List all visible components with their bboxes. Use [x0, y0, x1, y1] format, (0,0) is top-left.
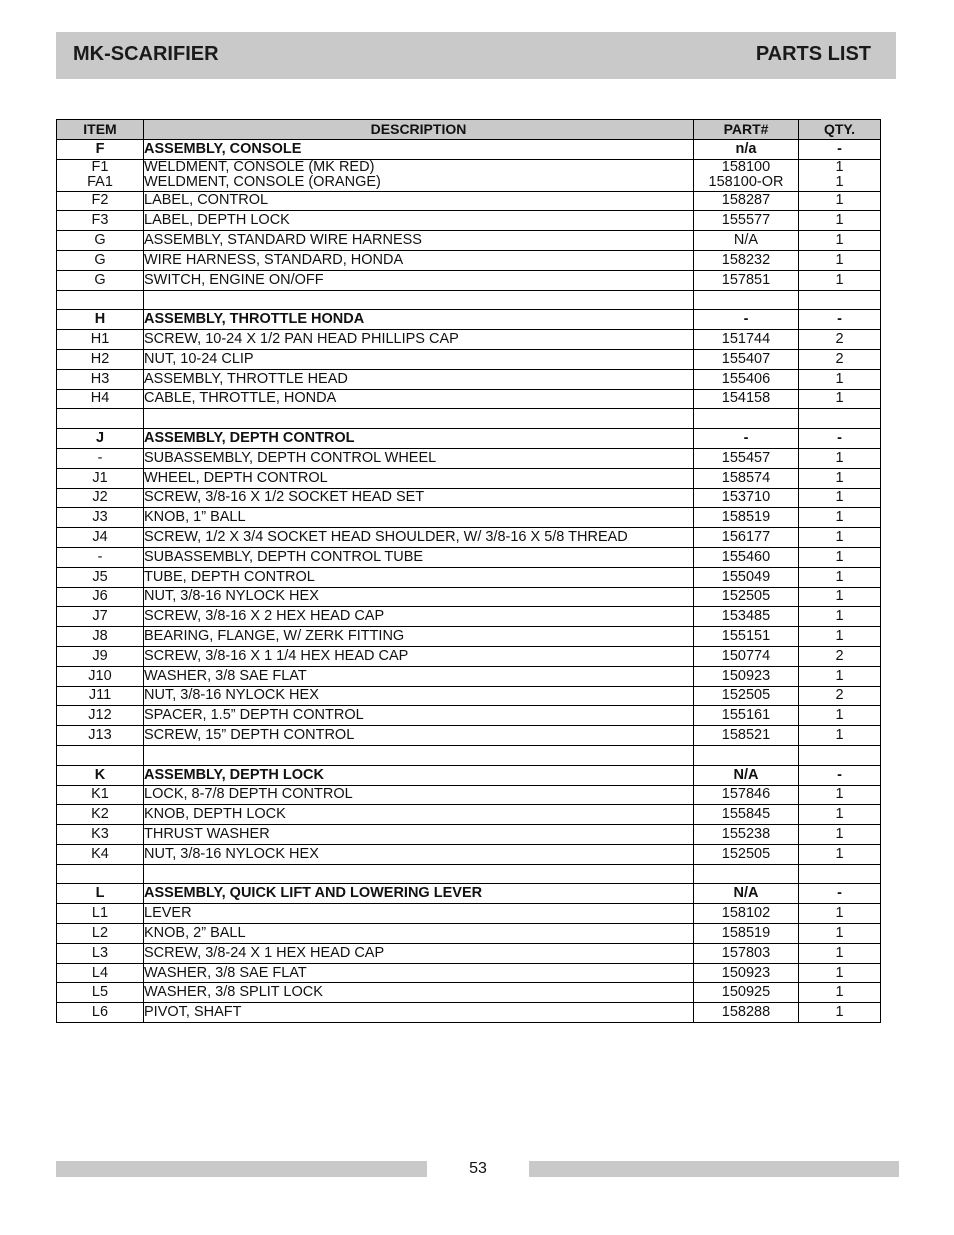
table-row — [57, 429, 881, 449]
quantity-cell: 1 — [799, 844, 881, 864]
quantity-cell: - — [799, 884, 881, 904]
part-number-cell: 158232 — [694, 250, 799, 270]
part-number-cell: 153485 — [694, 607, 799, 627]
quantity-cell: - — [799, 765, 881, 785]
item-cell: L — [57, 884, 144, 904]
description-cell: ASSEMBLY, STANDARD WIRE HARNESS — [144, 231, 694, 251]
quantity-cell: 2 — [799, 686, 881, 706]
quantity-cell — [799, 864, 881, 884]
item-cell: L2 — [57, 924, 144, 944]
part-number-cell: 155577 — [694, 211, 799, 231]
description-cell: SCREW, 3/8-16 X 2 HEX HEAD CAP — [144, 607, 694, 627]
quantity-cell — [799, 290, 881, 310]
part-number-cell: 152505 — [694, 844, 799, 864]
quantity-cell: 1 — [799, 389, 881, 409]
quantity-cell: 1 — [799, 528, 881, 548]
table-row-blank — [57, 290, 881, 310]
item-cell: K — [57, 765, 144, 785]
quantity-cell: 1 — [799, 250, 881, 270]
part-number-cell: 154158 — [694, 389, 799, 409]
description-cell: ASSEMBLY, THROTTLE HEAD — [144, 369, 694, 389]
quantity-cell: 1 1 — [799, 159, 881, 191]
table-row — [57, 805, 881, 825]
item-cell — [57, 290, 144, 310]
part-number-cell: 158521 — [694, 726, 799, 746]
item-cell: J13 — [57, 726, 144, 746]
quantity-cell: - — [799, 310, 881, 330]
item-cell — [57, 864, 144, 884]
quantity-cell: 1 — [799, 488, 881, 508]
item-cell: J8 — [57, 627, 144, 647]
table-row — [57, 884, 881, 904]
table-row — [57, 646, 881, 666]
part-number-cell: 156177 — [694, 528, 799, 548]
part-number-cell: 152505 — [694, 686, 799, 706]
item-cell: - — [57, 448, 144, 468]
table-row — [57, 904, 881, 924]
table-row — [57, 666, 881, 686]
table-row — [57, 983, 881, 1003]
table-row — [57, 1003, 881, 1023]
part-number-cell: 155151 — [694, 627, 799, 647]
table-row — [57, 844, 881, 864]
item-cell: L3 — [57, 943, 144, 963]
part-number-cell — [694, 745, 799, 765]
description-cell: SCREW, 1/2 X 3/4 SOCKET HEAD SHOULDER, W/ 3/8-16 X 5/8 THREAD — [144, 528, 694, 548]
item-cell: H4 — [57, 389, 144, 409]
description-cell: THRUST WASHER — [144, 825, 694, 845]
table-row — [57, 508, 881, 528]
description-cell: WHEEL, DEPTH CONTROL — [144, 468, 694, 488]
quantity-cell: 1 — [799, 369, 881, 389]
column-header-item: ITEM — [57, 120, 144, 140]
quantity-cell: 1 — [799, 1003, 881, 1023]
item-cell — [57, 745, 144, 765]
table-row — [57, 270, 881, 290]
description-cell — [144, 864, 694, 884]
quantity-cell: 1 — [799, 231, 881, 251]
quantity-cell — [799, 745, 881, 765]
table-row — [57, 468, 881, 488]
item-cell: J2 — [57, 488, 144, 508]
quantity-cell: 2 — [799, 330, 881, 350]
description-cell: SCREW, 10-24 X 1/2 PAN HEAD PHILLIPS CAP — [144, 330, 694, 350]
part-number-cell — [694, 290, 799, 310]
description-cell: PIVOT, SHAFT — [144, 1003, 694, 1023]
table-row — [57, 528, 881, 548]
item-cell: J10 — [57, 666, 144, 686]
item-cell: J1 — [57, 468, 144, 488]
part-number-cell: 155406 — [694, 369, 799, 389]
header-bar — [56, 32, 896, 79]
description-cell: WIRE HARNESS, STANDARD, HONDA — [144, 250, 694, 270]
description-cell: TUBE, DEPTH CONTROL — [144, 567, 694, 587]
table-row — [57, 567, 881, 587]
part-number-cell: 157846 — [694, 785, 799, 805]
description-cell: SUBASSEMBLY, DEPTH CONTROL WHEEL — [144, 448, 694, 468]
item-cell: J12 — [57, 706, 144, 726]
part-number-cell: n/a — [694, 139, 799, 159]
item-cell: J6 — [57, 587, 144, 607]
table-row — [57, 349, 881, 369]
part-number-cell: 155049 — [694, 567, 799, 587]
description-cell: BEARING, FLANGE, W/ ZERK FITTING — [144, 627, 694, 647]
table-header-row — [57, 120, 881, 140]
document-title: MK-SCARIFIER — [73, 43, 219, 65]
part-number-cell: 152505 — [694, 587, 799, 607]
table-row — [57, 825, 881, 845]
quantity-cell: - — [799, 139, 881, 159]
part-number-cell: 155238 — [694, 825, 799, 845]
description-cell: ASSEMBLY, QUICK LIFT AND LOWERING LEVER — [144, 884, 694, 904]
table-row — [57, 448, 881, 468]
table-row — [57, 191, 881, 211]
quantity-cell: 1 — [799, 706, 881, 726]
quantity-cell: 2 — [799, 349, 881, 369]
part-number-cell: 158574 — [694, 468, 799, 488]
item-cell: K4 — [57, 844, 144, 864]
item-cell: L4 — [57, 963, 144, 983]
quantity-cell: 1 — [799, 607, 881, 627]
part-number-cell: N/A — [694, 231, 799, 251]
description-cell — [144, 290, 694, 310]
description-cell: SCREW, 3/8-24 X 1 HEX HEAD CAP — [144, 943, 694, 963]
table-row — [57, 250, 881, 270]
part-number-cell: 150925 — [694, 983, 799, 1003]
quantity-cell: 1 — [799, 904, 881, 924]
footer-bar-left — [56, 1161, 427, 1177]
section-title: PARTS LIST — [755, 43, 871, 65]
table-row — [57, 726, 881, 746]
quantity-cell: 1 — [799, 627, 881, 647]
item-cell: G — [57, 231, 144, 251]
part-number-cell — [694, 409, 799, 429]
description-cell: NUT, 10-24 CLIP — [144, 349, 694, 369]
table-row — [57, 785, 881, 805]
quantity-cell: 1 — [799, 825, 881, 845]
table-row — [57, 389, 881, 409]
page-number: 53 — [469, 1160, 487, 1177]
item-cell: F3 — [57, 211, 144, 231]
description-cell: LOCK, 8-7/8 DEPTH CONTROL — [144, 785, 694, 805]
item-cell: L5 — [57, 983, 144, 1003]
quantity-cell: 2 — [799, 646, 881, 666]
description-cell: SUBASSEMBLY, DEPTH CONTROL TUBE — [144, 547, 694, 567]
quantity-cell: 1 — [799, 191, 881, 211]
table-row — [57, 607, 881, 627]
item-cell: J3 — [57, 508, 144, 528]
description-cell — [144, 745, 694, 765]
item-cell: K1 — [57, 785, 144, 805]
table-row — [57, 686, 881, 706]
item-cell — [57, 409, 144, 429]
table-row — [57, 330, 881, 350]
part-number-cell: N/A — [694, 765, 799, 785]
part-number-cell: 158288 — [694, 1003, 799, 1023]
item-cell: F1 FA1 — [57, 159, 144, 191]
table-row — [57, 369, 881, 389]
description-cell: NUT, 3/8-16 NYLOCK HEX — [144, 844, 694, 864]
description-cell: KNOB, 1” BALL — [144, 508, 694, 528]
description-cell: ASSEMBLY, DEPTH LOCK — [144, 765, 694, 785]
item-cell: - — [57, 547, 144, 567]
part-number-cell: - — [694, 429, 799, 449]
description-cell: LEVER — [144, 904, 694, 924]
part-number-cell: 150774 — [694, 646, 799, 666]
description-cell: SWITCH, ENGINE ON/OFF — [144, 270, 694, 290]
column-header-quantity: QTY. — [799, 120, 881, 140]
column-header-part-number: PART# — [694, 120, 799, 140]
quantity-cell — [799, 409, 881, 429]
part-number-cell: N/A — [694, 884, 799, 904]
description-cell: LABEL, CONTROL — [144, 191, 694, 211]
description-cell — [144, 409, 694, 429]
table-row — [57, 310, 881, 330]
description-cell: ASSEMBLY, THROTTLE HONDA — [144, 310, 694, 330]
quantity-cell: 1 — [799, 983, 881, 1003]
quantity-cell: 1 — [799, 587, 881, 607]
quantity-cell: - — [799, 429, 881, 449]
part-number-cell: 158287 — [694, 191, 799, 211]
description-cell: SPACER, 1.5” DEPTH CONTROL — [144, 706, 694, 726]
part-number-cell — [694, 864, 799, 884]
item-cell: H2 — [57, 349, 144, 369]
quantity-cell: 1 — [799, 924, 881, 944]
item-cell: H — [57, 310, 144, 330]
part-number-cell: 155161 — [694, 706, 799, 726]
item-cell: K3 — [57, 825, 144, 845]
part-number-cell: 155407 — [694, 349, 799, 369]
table-row — [57, 943, 881, 963]
part-number-cell: 158519 — [694, 508, 799, 528]
table-row-blank — [57, 745, 881, 765]
part-number-cell: 157803 — [694, 943, 799, 963]
item-cell: G — [57, 250, 144, 270]
part-number-cell: 150923 — [694, 963, 799, 983]
part-number-cell: 150923 — [694, 666, 799, 686]
quantity-cell: 1 — [799, 785, 881, 805]
table-row — [57, 231, 881, 251]
quantity-cell: 1 — [799, 567, 881, 587]
column-header-description: DESCRIPTION — [144, 120, 694, 140]
part-number-cell: 155457 — [694, 448, 799, 468]
table-row — [57, 706, 881, 726]
item-cell: F2 — [57, 191, 144, 211]
quantity-cell: 1 — [799, 547, 881, 567]
item-cell: J4 — [57, 528, 144, 548]
parts-table-body — [57, 139, 881, 1022]
table-row — [57, 765, 881, 785]
item-cell: J11 — [57, 686, 144, 706]
description-cell: WASHER, 3/8 SAE FLAT — [144, 963, 694, 983]
description-cell: CABLE, THROTTLE, HONDA — [144, 389, 694, 409]
part-number-cell: 155460 — [694, 547, 799, 567]
quantity-cell: 1 — [799, 726, 881, 746]
description-cell: SCREW, 3/8-16 X 1/2 SOCKET HEAD SET — [144, 488, 694, 508]
item-cell: J5 — [57, 567, 144, 587]
table-row-blank — [57, 409, 881, 429]
item-cell: F — [57, 139, 144, 159]
item-cell: L1 — [57, 904, 144, 924]
quantity-cell: 1 — [799, 508, 881, 528]
quantity-cell: 1 — [799, 943, 881, 963]
item-cell: G — [57, 270, 144, 290]
item-cell: J7 — [57, 607, 144, 627]
description-cell: NUT, 3/8-16 NYLOCK HEX — [144, 686, 694, 706]
table-row — [57, 924, 881, 944]
description-cell: SCREW, 3/8-16 X 1 1/4 HEX HEAD CAP — [144, 646, 694, 666]
part-number-cell: 155845 — [694, 805, 799, 825]
quantity-cell: 1 — [799, 963, 881, 983]
part-number-cell: 151744 — [694, 330, 799, 350]
quantity-cell: 1 — [799, 666, 881, 686]
description-cell: WASHER, 3/8 SPLIT LOCK — [144, 983, 694, 1003]
description-cell: ASSEMBLY, CONSOLE — [144, 139, 694, 159]
description-cell: WASHER, 3/8 SAE FLAT — [144, 666, 694, 686]
table-row — [57, 963, 881, 983]
table-row-blank — [57, 864, 881, 884]
description-cell: WELDMENT, CONSOLE (MK RED) WELDMENT, CONSOLE (ORANGE) — [144, 159, 694, 191]
description-cell: KNOB, DEPTH LOCK — [144, 805, 694, 825]
description-cell: ASSEMBLY, DEPTH CONTROL — [144, 429, 694, 449]
quantity-cell: 1 — [799, 468, 881, 488]
quantity-cell: 1 — [799, 448, 881, 468]
part-number-cell: 158100 158100-OR — [694, 159, 799, 191]
item-cell: K2 — [57, 805, 144, 825]
table-row — [57, 587, 881, 607]
description-cell: NUT, 3/8-16 NYLOCK HEX — [144, 587, 694, 607]
quantity-cell: 1 — [799, 805, 881, 825]
part-number-cell: 153710 — [694, 488, 799, 508]
description-cell: LABEL, DEPTH LOCK — [144, 211, 694, 231]
footer-bar-right — [529, 1161, 899, 1177]
item-cell: L6 — [57, 1003, 144, 1023]
part-number-cell: 158519 — [694, 924, 799, 944]
table-row — [57, 488, 881, 508]
part-number-cell: - — [694, 310, 799, 330]
item-cell: J — [57, 429, 144, 449]
table-row — [57, 627, 881, 647]
parts-table — [56, 119, 881, 1023]
item-cell: H3 — [57, 369, 144, 389]
table-row — [57, 139, 881, 159]
quantity-cell: 1 — [799, 211, 881, 231]
part-number-cell: 157851 — [694, 270, 799, 290]
description-cell: SCREW, 15” DEPTH CONTROL — [144, 726, 694, 746]
description-cell: KNOB, 2” BALL — [144, 924, 694, 944]
item-cell: J9 — [57, 646, 144, 666]
quantity-cell: 1 — [799, 270, 881, 290]
table-row — [57, 211, 881, 231]
table-row — [57, 159, 881, 191]
part-number-cell: 158102 — [694, 904, 799, 924]
item-cell: H1 — [57, 330, 144, 350]
table-row — [57, 547, 881, 567]
